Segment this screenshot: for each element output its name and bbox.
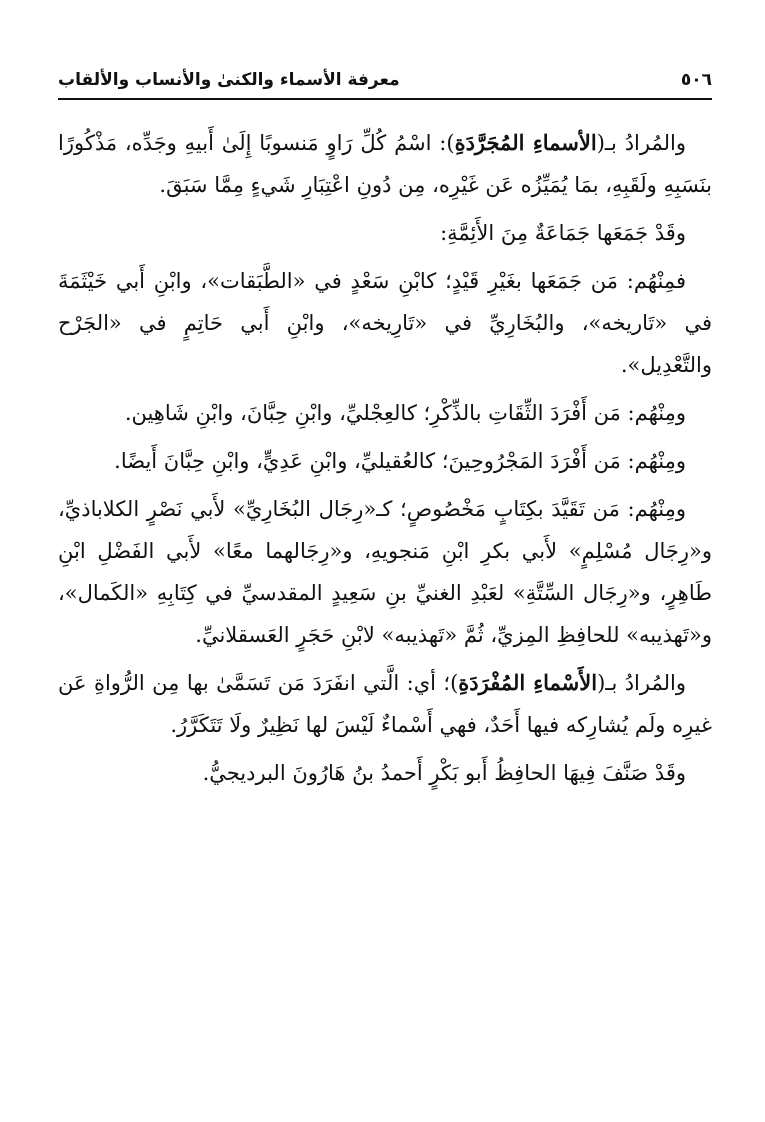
book-page	[58, 62, 712, 800]
paragraph-mufrada-definition: والمُرادُ بـ(الأَسْماءِ المُفْرَدَةِ)؛ أي: الَّتي انفَرَدَ مَن تَسَمَّىٰ بها مِن الرُّواةِ عَن غيرِه ولَم يُشارِكه فيها أَحَدٌ، فهي أَسْماءٌ لَيْسَ لها نَظِيرٌ ولَا تَتَكَرَّرُ.	[58, 670, 712, 737]
term-mufrada: الأَسْماءِ المُفْرَدَةِ	[458, 670, 598, 695]
paragraph-general-compilers: فمِنْهُم: مَن جَمَعَها بغَيْرِ قَيْدٍ؛ كابْنِ سَعْدٍ في «الطَّبَقات»، وابْنِ أَبي خَيْثَمَةَ في «تَاريخه»، والبُخَارِيِّ في «تَارِيخه»، وابْنِ أَبي حَاتِمٍ في «الجَرْح والتَّعْدِيل».	[58, 269, 712, 377]
page-header	[58, 62, 712, 92]
paragraph-trustworthy-compilers: ومِنْهُم: مَن أَفْرَدَ الثِّقَاتِ بالذِّكْرِ؛ كالعِجْليِّ، وابْنِ حِبَّانَ، وابْنِ شَاهِين.	[124, 401, 686, 425]
page-number: ٥٠٦	[680, 70, 712, 90]
running-title: معرفة الأسماء والكنىٰ والأنساب والألقاب	[58, 70, 400, 90]
paragraph-bardiji: وقَدْ صَنَّفَ فِيهَا الحافِظُ أَبو بَكْرٍ أَحمدُ بنُ هَارُونَ البرديجيُّ.	[202, 761, 686, 785]
paragraph-specific-book-compilers: ومِنْهُم: مَن تَقَيَّدَ بكِتَابٍ مَخْصُوصٍ؛ كـ«رِجَال البُخَارِيِّ» لأَبي نَصْرٍ الكلاباذيِّ، و«رِجَال مُسْلِمٍ» لأَبي بكرِ ابْنِ مَنجويهِ، و«رِجَالهما معًا» لأَبي الفَضْلِ ابْنِ طَاهِرٍ، و«رِجَال السِّتَّةِ» لعَبْدِ الغنيِّ بنِ سَعِيدٍ المقدسيِّ في كِتَابِهِ «الكَمال»، و«تَهذيبه» للحافِظِ المِزيِّ، ثُمَّ «تَهذيبه» لابْنِ حَجَرٍ العَسقلانيِّ.	[58, 497, 712, 647]
paragraph-weak-narrators-compilers: ومِنْهُم: مَن أَفْرَدَ المَجْرُوحِينَ؛ كالعُقيليِّ، وابْنِ عَدِيٍّ، وابْنِ حِبَّانَ أَيضًا.	[114, 449, 686, 473]
paragraph-compilers-intro: وقَدْ جَمَعَها جَمَاعَةٌ مِنَ الأَئِمَّةِ:	[440, 221, 686, 245]
header-rule	[58, 98, 712, 100]
term-mujarrada: الأسماءِ المُجَرَّدَةِ	[454, 130, 597, 155]
paragraph-mujarrada-definition: والمُرادُ بـ(الأسماءِ المُجَرَّدَةِ): اسْمُ كُلِّ رَاوٍ مَنسوبًا إِلَىٰ أَبيهِ وجَدِّه، مَذْكُورًا بنَسَبِهِ ولَقَبِهِ، بمَا يُمَيِّزُه عَن غَيْرِه، مِن دُونِ اعْتِبَارِ شَيءٍ مِمَّا سَبَقَ.	[58, 130, 712, 197]
page-body	[58, 122, 712, 794]
